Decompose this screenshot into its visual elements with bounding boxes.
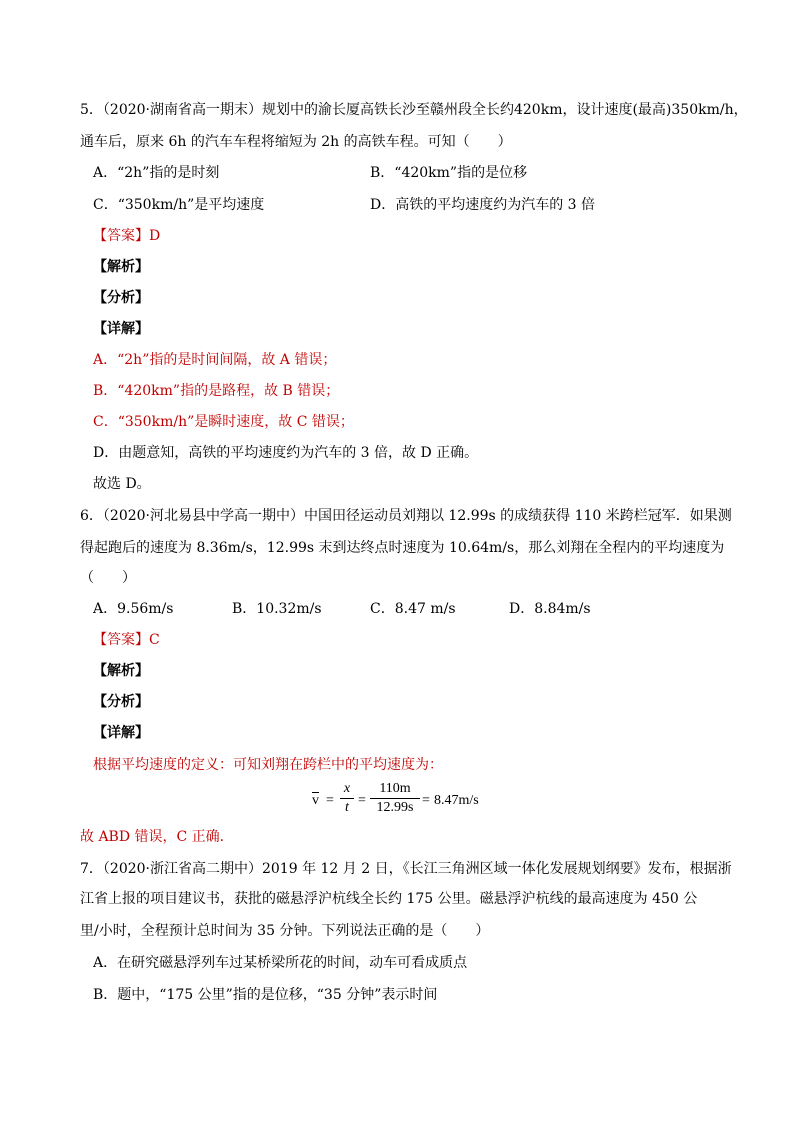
q7-option-b: B．题中，“175 公里”指的是位移，“35 分钟”表示时间 — [93, 987, 438, 1003]
q5-option-a: A．“2h”指的是时刻 — [93, 165, 220, 181]
q5-fenxi-label: 【分析】 — [93, 290, 149, 306]
q5-stem-line2: 通车后，原来 6h 的汽车车程将缩短为 2h 的高铁车程。可知（ ） — [80, 134, 512, 150]
formula-t: t — [345, 800, 349, 815]
q6-jiexi-label: 【解析】 — [93, 663, 149, 679]
formula-equals-3: = — [422, 793, 430, 808]
formula-numerator: 110m — [370, 780, 420, 799]
q5-jiexi-label: 【解析】 — [93, 259, 149, 275]
q6-stem-line2: 得起跑后的速度为 8.36m/s，12.99s 末到达终点时速度为 10.64m/s，那么刘翔在全程内的平均速度为 — [80, 540, 725, 556]
formula-equals-1: = — [326, 793, 334, 808]
q7-stem-line1: 7．（2020·浙江省高二期中）2019 年 12 月 2 日，《长江三角洲区域一体化发展规划纲要》发布，根据浙 — [80, 861, 732, 877]
q5-detail-b: B．“420km”指的是路程，故 B 错误； — [93, 383, 340, 399]
q6-stem-line3: （ ） — [80, 570, 136, 586]
formula-result: 8.47m/s — [434, 793, 479, 808]
q7-stem-line3: 里/小时，全程预计总时间为 35 分钟。下列说法正确的是（ ） — [80, 923, 490, 939]
q5-option-d: D．高铁的平均速度约为汽车的 3 倍 — [370, 197, 596, 213]
q6-option-d: D．8.84m/s — [509, 601, 591, 617]
q5-detail-a: A．“2h”指的是时间间隔，故 A 错误； — [93, 352, 337, 368]
formula-denominator: 12.99s — [376, 800, 414, 815]
q6-xiangjie-label: 【详解】 — [93, 725, 149, 741]
q6-conclusion: 故 ABD 错误，C 正确． — [80, 829, 234, 845]
q5-xiangjie-label: 【详解】 — [93, 321, 149, 337]
q6-option-c: C．8.47 m/s — [370, 601, 456, 617]
q5-option-c: C．“350km/h”是平均速度 — [93, 197, 265, 213]
q7-stem-line2: 江省上报的项目建议书，获批的磁悬浮沪杭线全长约 175 公里。磁悬浮沪杭线的最高速度为 450 公 — [80, 891, 698, 907]
q6-stem-line1: 6．（2020·河北易县中学高一期中）中国田径运动员刘翔以 12.99s 的成绩获得 110 米跨栏冠军．如果测 — [80, 508, 732, 524]
formula-fraction — [370, 780, 420, 817]
q7-option-a: A．在研究磁悬浮列车过某桥梁所花的时间，动车可看成质点 — [93, 955, 468, 971]
q5-conclusion: 故选 D。 — [93, 476, 151, 492]
formula-v-bar: $\overline{v}$ — [312, 793, 319, 808]
q6-option-b: B．10.32m/s — [232, 601, 322, 617]
formula-x: x — [340, 780, 354, 799]
q6-fenxi-label: 【分析】 — [93, 694, 149, 710]
q5-detail-c: C．“350km/h”是瞬时速度，故 C 错误； — [93, 414, 354, 430]
formula-x-over-t — [340, 780, 354, 817]
q5-option-b: B．“420km”指的是位移 — [370, 165, 528, 181]
q6-answer: 【答案】C — [93, 632, 160, 648]
q6-detail: 根据平均速度的定义：可知刘翔在跨栏中的平均速度为： — [93, 757, 443, 773]
q6-option-a: A．9.56m/s — [93, 601, 174, 617]
q5-stem-line1: 5．（2020·湖南省高一期末）规划中的渝长厦高铁长沙至赣州段全长约420km，设计速度(最高)350km/h， — [80, 102, 748, 118]
formula-equals-2: = — [358, 793, 366, 808]
q5-detail-d: D．由题意知，高铁的平均速度约为汽车的 3 倍，故 D 正确。 — [93, 445, 479, 461]
q5-answer: 【答案】D — [93, 228, 161, 244]
